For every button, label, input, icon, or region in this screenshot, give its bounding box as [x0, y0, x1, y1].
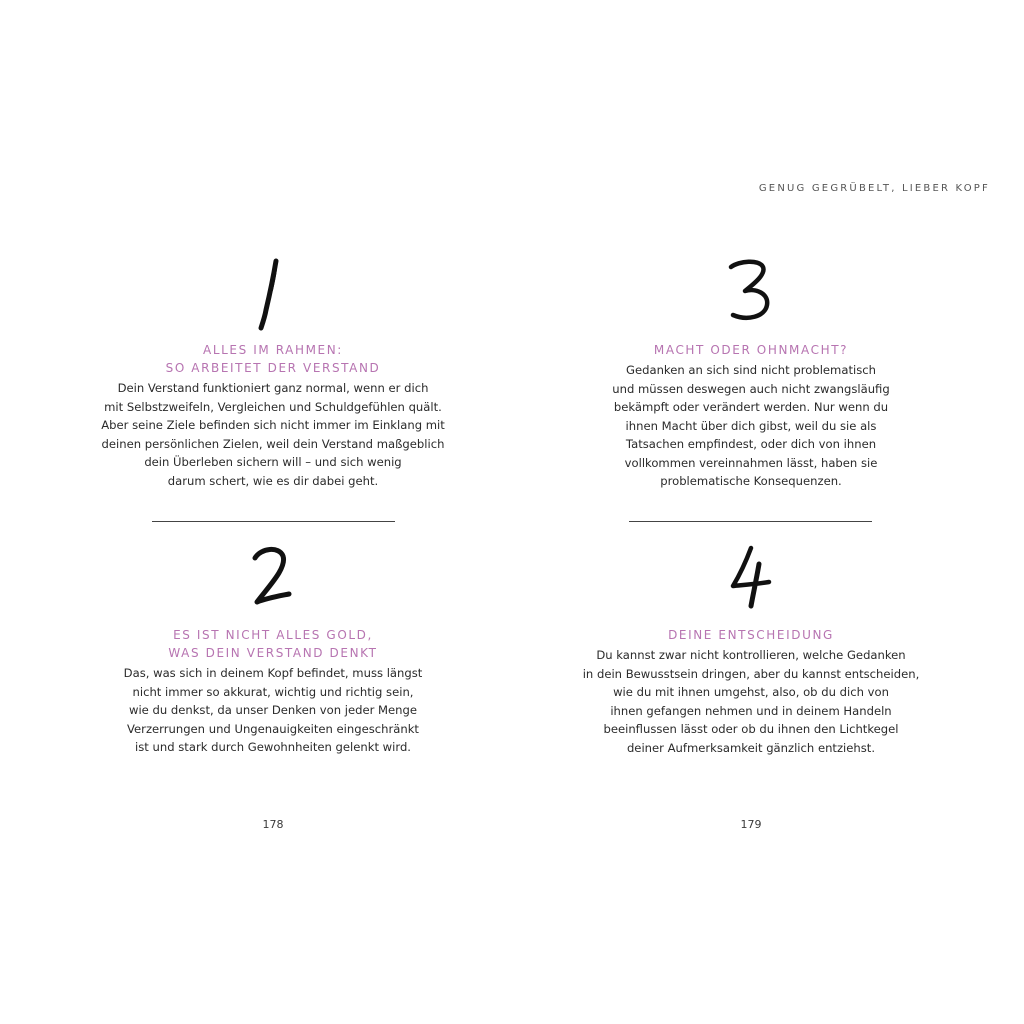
body-line: Tatsachen empfindest, oder dich von ihnen [625, 437, 877, 451]
section-2-body [88, 664, 458, 757]
section-4-heading [566, 626, 936, 644]
section-3 [566, 255, 936, 491]
section-3-heading-line: MACHT ODER OHNMACHT? [653, 343, 849, 357]
section-3-body [566, 361, 936, 491]
section-1-heading-line: SO ARBEITET DER VERSTAND [165, 361, 381, 375]
numeral-3-glyph [721, 255, 781, 335]
body-line: problematische Konsequenzen. [660, 474, 842, 488]
numeral-4-glyph [721, 540, 781, 620]
section-2 [88, 540, 458, 757]
body-line: ihnen Macht über dich gibst, weil du sie als [625, 418, 877, 433]
body-line: ihnen gefangen nehmen und in deinem Handeln [610, 703, 892, 718]
body-line: vollkommen vereinnahmen lässt, haben sie [624, 455, 878, 470]
section-4-heading-line: DEINE ENTSCHEIDUNG [668, 628, 834, 642]
body-line: Verzerrungen und Ungenauigkeiten eingeschränkt [127, 721, 419, 736]
section-1-heading [88, 341, 458, 377]
body-line: mit Selbstzweifeln, Vergleichen und Schuldgefühlen quält. [104, 399, 442, 414]
section-2-heading [88, 626, 458, 662]
page-number-right: 179 [740, 818, 762, 831]
divider-rule [629, 521, 872, 522]
body-line: wie du mit ihnen umgehst, also, ob du dich von [613, 685, 889, 699]
body-line: Dein Verstand funktioniert ganz normal, wenn er dich [117, 381, 429, 395]
body-line: darum schert, wie es dir dabei geht. [167, 473, 379, 488]
body-line: ist und stark durch Gewohnheiten gelenkt wird. [135, 740, 411, 754]
section-1-body [88, 379, 458, 490]
section-1 [88, 255, 458, 490]
body-line: Das, was sich in deinem Kopf befindet, muss längst [123, 666, 423, 680]
body-line: nicht immer so akkurat, wichtig und richtig sein, [132, 684, 414, 699]
handwritten-numeral-2 [88, 540, 458, 620]
body-line: beeinflussen lässt oder ob du ihnen den Lichtkegel [603, 722, 899, 736]
body-line: wie du denkst, da unser Denken von jeder Menge [128, 703, 418, 717]
body-line: und müssen deswegen auch nicht zwangsläufig [612, 381, 890, 396]
body-line: Du kannst zwar nicht kontrollieren, welche Gedanken [596, 648, 906, 662]
numeral-2-glyph [243, 540, 303, 620]
handwritten-numeral-4 [566, 540, 936, 620]
body-line: Aber seine Ziele befinden sich nicht immer im Einklang mit [101, 418, 445, 432]
body-line: deiner Aufmerksamkeit gänzlich entziehst. [626, 740, 876, 755]
handwritten-numeral-1 [88, 255, 458, 335]
section-2-heading-line: WAS DEIN VERSTAND DENKT [168, 646, 378, 660]
body-line: in dein Bewusstsein dringen, aber du kannst entscheiden, [582, 666, 920, 681]
page-number-left: 178 [262, 818, 284, 831]
numeral-1-glyph [243, 255, 303, 335]
running-head: GENUG GEGRÜBELT, LIEBER KOPF [758, 183, 990, 194]
section-3-heading [566, 341, 936, 359]
section-4-body [566, 646, 936, 757]
section-1-heading-line: ALLES IM RAHMEN: [203, 343, 343, 357]
body-line: bekämpft oder verändert werden. Nur wenn du [613, 400, 889, 414]
handwritten-numeral-3 [566, 255, 936, 335]
section-4 [566, 540, 936, 757]
body-line: Gedanken an sich sind nicht problematisch [626, 363, 876, 377]
divider-rule [152, 521, 395, 522]
section-2-heading-line: ES IST NICHT ALLES GOLD, [173, 628, 373, 642]
body-line: deinen persönlichen Zielen, weil dein Verstand maßgeblich [101, 436, 445, 451]
body-line: dein Überleben sichern will – und sich wenig [144, 455, 402, 469]
